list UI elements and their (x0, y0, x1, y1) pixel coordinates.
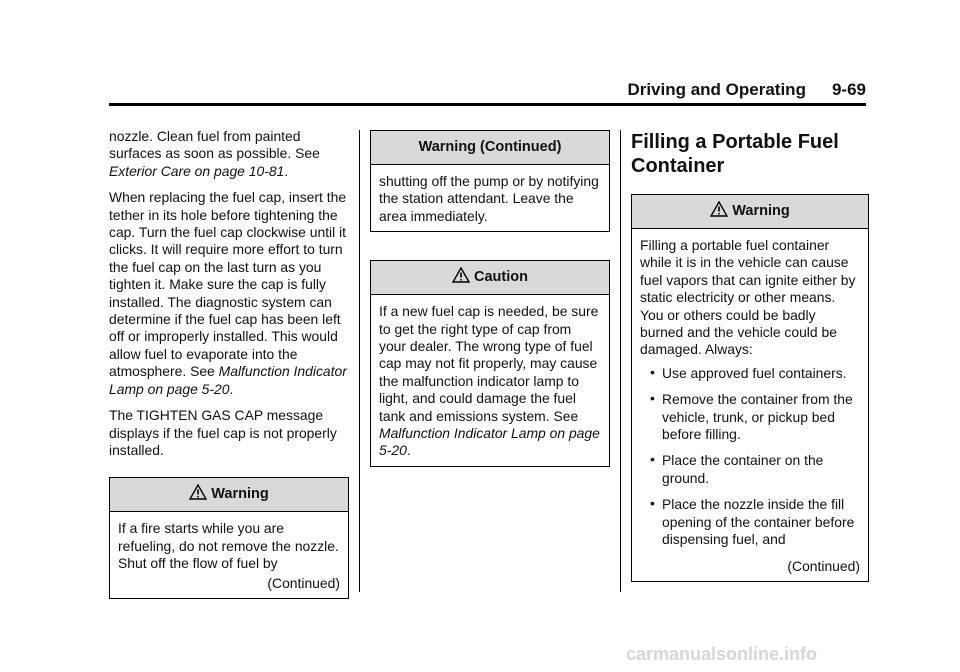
column-divider (359, 130, 360, 592)
warning-box (631, 194, 869, 582)
section-heading: Filling a Portable Fuel Container (631, 131, 839, 177)
cross-reference[interactable]: Exterior Care on page 10-81 (109, 162, 285, 179)
caution-header: Caution (371, 261, 609, 295)
cross-reference[interactable]: Malfunction Indicator Lamp on page 5-20 (379, 425, 600, 459)
caution-body: If a new fuel cap is needed, be sure to get the right type of cap from your dealer. The wrong type of fuel cap may not fit properly, may cause the malfunction indicator lamp to light, and could damage the fuel tank and emissions system. See Malfunction Indicator Lamp on page 5-20. (379, 303, 600, 459)
watermark: carmanualsonline.info (626, 644, 818, 664)
bullet-list (640, 365, 860, 549)
column-divider (620, 130, 621, 592)
section-title: Driving and Operating (627, 80, 806, 99)
caution-box (370, 260, 610, 467)
list-item: • Place the container on the ground. (662, 452, 860, 487)
warning-box (109, 477, 349, 599)
list-item: • Remove the container from the vehicle, trunk, or pickup bed before filling. (662, 391, 860, 443)
page-number: 9-69 (831, 80, 866, 99)
warning-header: Warning (632, 195, 868, 229)
header-rule (109, 103, 866, 106)
page-header (627, 80, 866, 100)
warning-continued-body: shutting off the pump or by notifying the station attendant. Leave the area immediately. (379, 173, 599, 224)
column-2 (370, 130, 610, 495)
warning-continued-box (370, 130, 610, 232)
warning-body: If a fire starts while you are refueling, do not remove the nozzle. Shut off the flow of fuel by (Continued) (118, 520, 340, 591)
column-1 (109, 128, 349, 627)
list-item: • Place the nozzle inside the fill opening of the container before dispensing fuel, and (662, 496, 860, 548)
warning-triangle-icon (189, 484, 207, 500)
warning-body: Filling a portable fuel container while it is in the vehicle can cause fuel vapors that can ignite either by static electricity or other means. You or others could be badly burned and the vehicle could be damaged. Always: • Use approved fuel containers. • Remove the container from the vehicle, trunk, or pickup bed before filling. • Place the container on the ground. • Place the nozzle inside the fill opening of the container before dispensing fuel, and (Continued) (632, 229, 868, 581)
paragraph: nozzle. Clean fuel from painted surfaces as soon as possible. See Exterior Care on page 10-81. (109, 128, 320, 179)
list-item: • Use approved fuel containers. (662, 365, 860, 382)
continued-label: (Continued) (787, 557, 860, 574)
warning-header: Warning (110, 478, 348, 512)
caution-triangle-icon (452, 267, 470, 283)
warning-triangle-icon (710, 201, 728, 217)
column-3 (631, 130, 869, 610)
cross-reference[interactable]: Malfunction Indicator Lamp on page 5-20 (109, 363, 347, 397)
paragraph: The TIGHTEN GAS CAP message displays if the fuel cap is not properly installed. (109, 407, 337, 458)
continued-label: (Continued) (267, 574, 340, 591)
warning-continued-header: Warning (Continued) (371, 131, 609, 165)
paragraph: When replacing the fuel cap, insert the tether in its hole before tightening the cap. Turn the fuel cap clockwise until it clicks. It will require more effort to turn the fuel cap on the last turn as you tighten it. Make sure the cap is fully installed. The diagnostic system can determine if the fuel cap has been left off or improperly installed. This would allow fuel to evaporate into the atmosphere. See Malfunction Indicator Lamp on page 5-20. (109, 189, 347, 397)
